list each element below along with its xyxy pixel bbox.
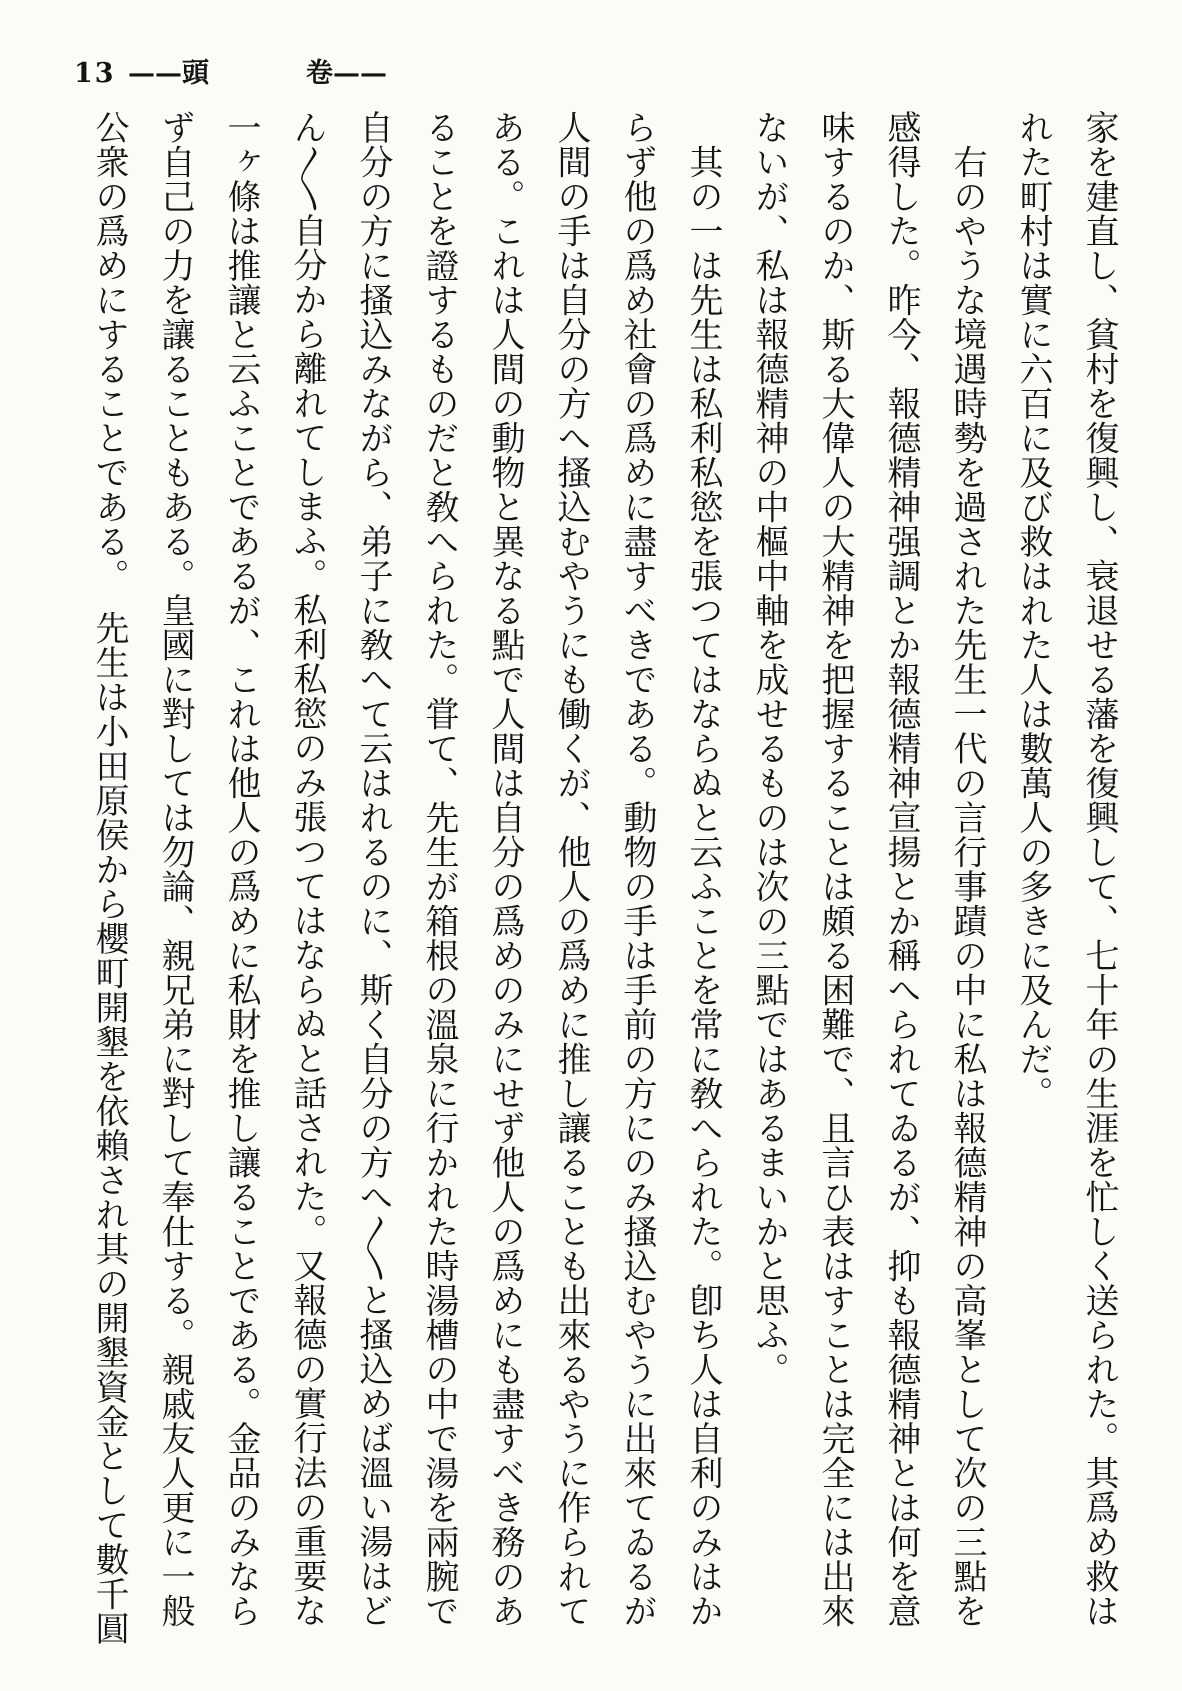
running-head bbox=[0, 54, 1182, 94]
text-column-14: 一ヶ條は推讓と云ふことであるが、これは他人の爲めに私財を推し讓ることである。金品のみなら bbox=[221, 110, 261, 1628]
text-column-4: 感得した。昨今、報德精神强調とか報德精神宣揚とか稱へられてゐるが、抑も報德精神とは何を意 bbox=[881, 110, 921, 1628]
text-column-1: 家を建直し、貧村を復興し、衰退せる藩を復興して、七十年の生涯を忙しく送られた。其爲め救は bbox=[1079, 110, 1119, 1628]
page-number: 13 bbox=[74, 58, 116, 89]
text-column-10: ある。これは人間の動物と異なる點で人間は自分の爲めのみにせず他人の爲めにも盡すべき務のあ bbox=[485, 110, 525, 1628]
text-column-11: ることを證するものだと敎へられた。甞て、先生が箱根の溫泉に行かれた時湯槽の中で湯を兩腕で bbox=[419, 110, 459, 1628]
text-column-7: 其の一は先生は私利私慾を張つてはならぬと云ふことを常に敎へられた。卽ち人は自利のみはか bbox=[683, 110, 723, 1628]
text-column-8: らず他の爲め社會の爲めに盡すべきである。動物の手は手前の方にのみ搔込むやうに出來てゐるが bbox=[617, 110, 657, 1628]
vertical-text-block bbox=[76, 110, 1132, 1645]
text-column-2: れた町村は實に六百に及び救はれた人は數萬人の多きに及んだ。 bbox=[1013, 110, 1053, 1111]
text-column-5: 味するのか、斯る大偉人の大精神を把握することは頗る困難で、且言ひ表はすことは完全には出來 bbox=[815, 110, 855, 1628]
text-column-6: ないが、私は報德精神の中樞中軸を成せるものは次の三點ではあるまいかと思ふ。 bbox=[749, 110, 789, 1387]
text-column-9: 人間の手は自分の方へ搔込むやうにも働くが、他人の爲めに推し讓ることも出來るやうに作られて bbox=[551, 110, 591, 1628]
text-column-16: 公衆の爲めにすることである。 先生は小田原侯から櫻町開墾を依賴され其の開墾資金として數千圓 bbox=[89, 110, 129, 1646]
text-column-12: 自分の方に搔込みながら、弟子に敎へて云はれるのに、斯く自分の方へ〱と搔込めば溫い湯はど bbox=[353, 110, 393, 1628]
text-column-13: ん〱自分から離れてしまふ。私利私慾のみ張つてはならぬと話された。又報德の實行法の重要な bbox=[287, 110, 327, 1628]
running-head-right: 卷—— bbox=[306, 58, 387, 89]
running-head-left: ——頭 bbox=[128, 58, 209, 89]
text-column-15: ず自己の力を讓ることもある。皇國に對しては勿論、親兄弟に對して奉仕する。親戚友人更に一般 bbox=[155, 110, 195, 1628]
text-column-3: 右のやうな境遇時勢を過された先生一代の言行事蹟の中に私は報德精神の高峯として次の三點を bbox=[947, 110, 987, 1628]
